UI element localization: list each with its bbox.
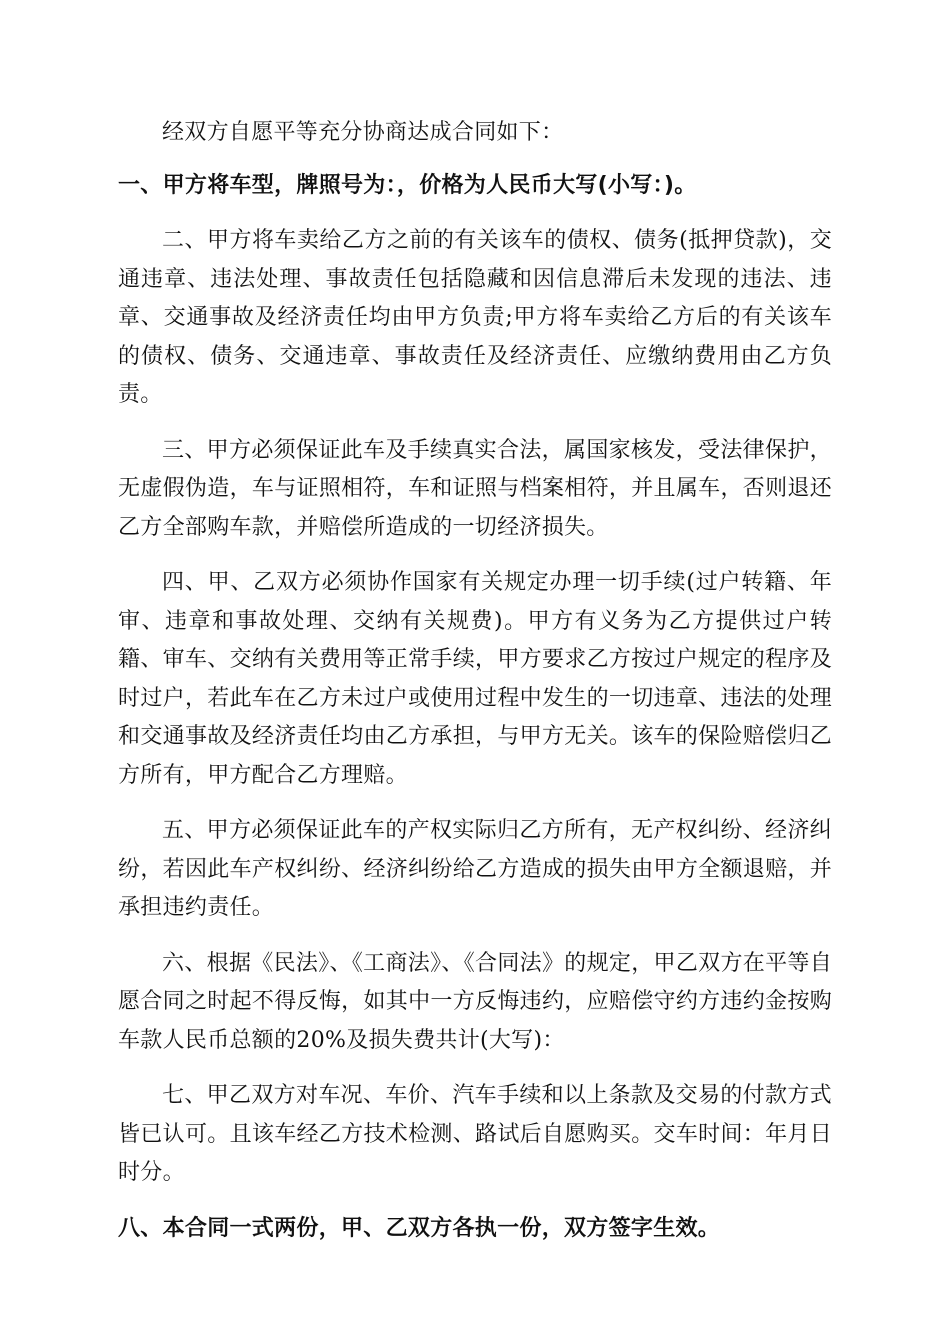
clause-1-heading: 一、甲方将车型，牌照号为：，价格为人民币大写(小写：)。: [118, 172, 697, 198]
clause-5-paragraph: 五、甲方必须保证此车的产权实际归乙方所有，无产权纠纷、经济纠纷，若因此车产权纠纷、经济纠纷给乙方造成的损失由甲方全额退赔，并承担违约责任。: [118, 818, 832, 920]
clause-2-paragraph: 二、甲方将车卖给乙方之前的有关该车的债权、债务(抵押贷款)，交通违章、违法处理、事故责任包括隐藏和因信息滞后未发现的违法、违章、交通事故及经济责任均由甲方负责;甲方将车卖给乙方后的有关该车的债权、债务、交通违章、事故责任及经济责任、应缴纳费用由乙方负责。: [118, 228, 832, 407]
clause-4-paragraph: 四、甲、乙双方必须协作国家有关规定办理一切手续(过户转籍、年审、违章和事故处理、交纳有关规费)。甲方有义务为乙方提供过户转籍、审车、交纳有关费用等正常手续，甲方要求乙方按过户规定的程序及时过户，若此车在乙方未过户或使用过程中发生的一切违章、违法的处理和交通事故及经济责任均由乙方承担，与甲方无关。该车的保险赔偿归乙方所有，甲方配合乙方理赔。: [118, 570, 832, 788]
clause-6-paragraph: 六、根据《民法》、《工商法》、《合同法》的规定，甲乙双方在平等自愿合同之时起不得反悔，如其中一方反悔违约，应赔偿守约方违约金按购车款人民币总额的20%及损失费共计(大写)：: [118, 950, 832, 1053]
intro-paragraph: 经双方自愿平等充分协商达成合同如下：: [162, 120, 564, 145]
clause-7-paragraph: 七、甲乙双方对车况、车价、汽车手续和以上条款及交易的付款方式皆已认可。且该车经乙方技术检测、路试后自愿购买。交车时间：年月日时分。: [118, 1083, 832, 1185]
clause-3-paragraph: 三、甲方必须保证此车及手续真实合法，属国家核发，受法律保护，无虚假伪造，车与证照相符，车和证照与档案相符，并且属车，否则退还乙方全部购车款，并赔偿所造成的一切经济损失。: [118, 437, 832, 540]
clause-8-heading: 八、本合同一式两份，甲、乙双方各执一份，双方签字生效。: [118, 1215, 721, 1241]
